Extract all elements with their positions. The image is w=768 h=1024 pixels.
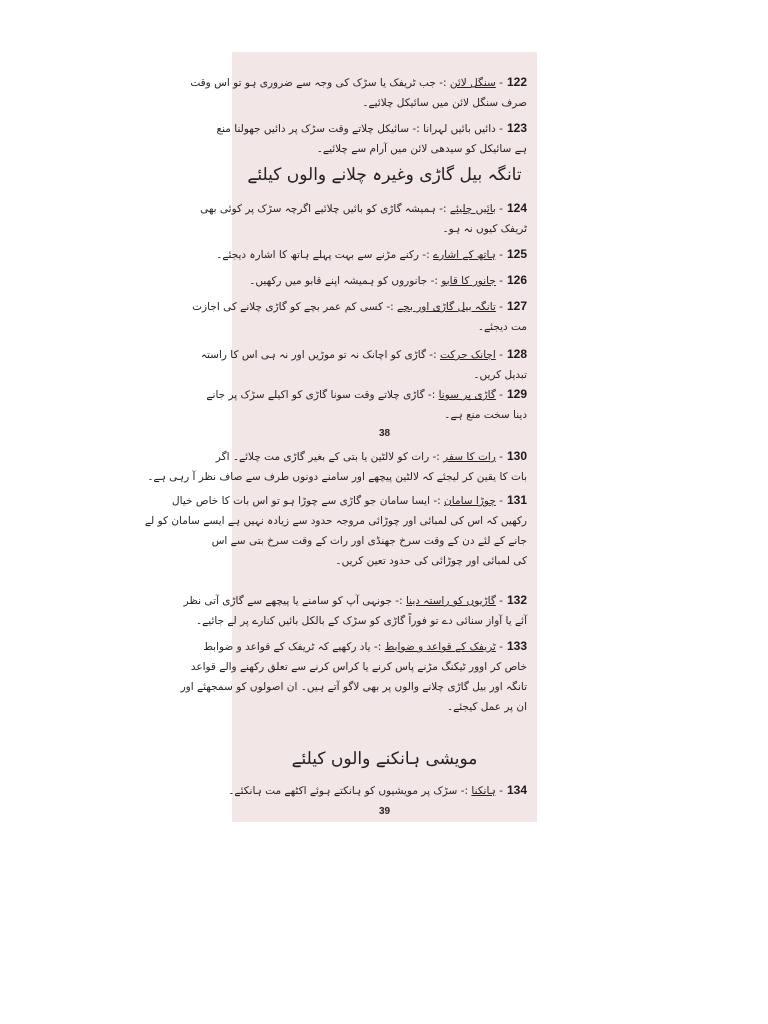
item-132: 132- گاڑیوں کو راستہ دینا :- جونہی آپ کو سامنے یا پیچھے سے گاڑی آتی نظر آئے یا آواز سنائی دے تو فوراً گاڑی کو سڑک کے بالکل بائیں کنارے پر لے جائیے۔: [242, 590, 527, 631]
item-124: 124- بائیں چلیئے :- ہمیشہ گاڑی کو بائیں چلائیے اگرچہ سڑک پر کوئی بھی ٹریفک کیوں نہ ہو۔: [242, 198, 527, 239]
scanned-page: [144, 52, 537, 822]
item-title: اچانک حرکت: [439, 349, 496, 361]
item-133: 133- ٹریفک کے قواعد و ضوابط :- یاد رکھیے کہ ٹریفک کے قواعد و ضوابط خاص کر اوور ٹیکنگ مڑنے پاس کرنے یا کراس کرنے سے تعلق رکھنے والے قواعد تانگہ اور بیل گاڑی چلانے والوں پر بھی لاگو آتے ہیں۔ ان اصولوں کو سمجھئے اور ان پر عمل کیجئے۔: [242, 636, 527, 717]
item-title: ہانکنا: [471, 785, 496, 797]
item-title: تانگہ بیل گاڑی اور بچے: [397, 301, 496, 313]
item-129: 129- گاڑی پر سونا :- گاڑی چلاتے وقت سونا گاڑی کو اکیلے سڑک پر جانے دینا سخت منع ہے۔: [242, 384, 527, 425]
item-134: 134- ہانکنا :- سڑک پر مویشیوں کو ہانکتے ہوئے اکٹھے مت ہانکئے۔: [228, 783, 527, 797]
item-131: 131- چوڑا سامان :- ایسا سامان جو گاڑی سے چوڑا ہو تو اس بات کا خاص خیال رکھیں کہ اس کی لمبائی اور چوڑائی مروجہ حدود سے زیادہ نہیں ہے ایسے سامان کو لے جانے کے لئے دن کے وقت سرخ جھنڈی اور رات کے وقت سرخ بتی سے اس کی لمبائی اور چوڑائی کی حدود تعین کریں۔: [242, 490, 527, 571]
item-number: 129: [506, 387, 527, 401]
item-123: 123- دائیں بائیں لہرانا :- سائیکل چلاتے وقت سڑک پر دائیں جھولنا منع ہے سائیکل کو سیدھی لائن میں آرام سے چلائیے۔: [242, 118, 527, 159]
page-number: 39: [378, 806, 391, 817]
item-title: رات کا سفر: [443, 451, 496, 463]
item-title: چوڑا سامان: [444, 495, 496, 507]
item-text: ہمیشہ گاڑی کو بائیں چلائیے اگرچہ سڑک پر کوئی بھی: [200, 203, 436, 215]
item-number: 133: [506, 639, 527, 653]
item-number: 122: [506, 75, 527, 89]
item-title: جانور کا قابو: [441, 275, 496, 287]
item-title: دائیں بائیں لہرانا: [423, 123, 496, 135]
item-text: گاڑی کو اچانک نہ تو موڑیں اور نہ ہی اس کا راستہ: [200, 349, 426, 361]
item-128: 128- اچانک حرکت :- گاڑی کو اچانک نہ تو موڑیں اور نہ ہی اس کا راستہ تبدیل کریں۔: [242, 344, 527, 385]
item-130: 130- رات کا سفر :- رات کو لالٹین یا بتی کے بغیر گاڑی مت چلائے۔ اگر بات کا یقین کر لیجئے کہ لالٹین پیچھے اور سامنے دونوں طرف سے صاف نظر آ رہی ہے۔: [242, 446, 527, 487]
item-text: ان پر عمل کیجئے۔: [446, 701, 527, 713]
item-125: 125- ہاتھ کے اشارے :- رکنے مڑنے سے بہت پہلے ہاتھ کا اشارہ دیجئے۔: [216, 247, 527, 261]
item-text: جونہی آپ کو سامنے یا پیچھے سے گاڑی آتی نظر: [183, 595, 392, 607]
item-text: مت دیجئے۔: [477, 321, 527, 333]
item-text: کسی کم عمر بچے کو گاڑی چلانے کی اجازت: [192, 301, 384, 313]
item-number: 132: [506, 593, 527, 607]
item-text: ایسا سامان جو گاڑی سے چوڑا ہو تو اس بات کا خاص خیال: [172, 495, 431, 507]
section-heading: تانگہ بیل گاڑی وغیرہ چلانے والوں کیلئے: [247, 165, 522, 185]
item-text: آئے یا آواز سنائی دے تو فوراً گاڑی کو سڑک کے بالکل بائیں کنارے پر لے جائیے۔: [195, 615, 527, 627]
item-number: 128: [506, 347, 527, 361]
item-text: رکنے مڑنے سے بہت پہلے ہاتھ کا اشارہ دیجئے۔: [216, 249, 419, 261]
item-title: بائیں چلیئے: [449, 203, 496, 215]
item-text: خاص کر اوور ٹیکنگ مڑنے پاس کرنے یا کراس کرنے سے تعلق رکھنے والے قواعد: [190, 661, 527, 673]
item-text: گاڑی چلاتے وقت سونا گاڑی کو اکیلے سڑک پر جانے: [206, 389, 425, 401]
item-text: کی لمبائی اور چوڑائی کی حدود تعین کریں۔: [335, 555, 527, 567]
item-text: بات کا یقین کر لیجئے کہ لالٹین پیچھے اور سامنے دونوں طرف سے صاف نظر آ رہی ہے۔: [147, 471, 527, 483]
item-126: 126- جانور کا قابو :- جانوروں کو ہمیشہ اپنے قابو میں رکھیں۔: [249, 273, 527, 287]
item-title: گاڑیوں کو راستہ دینا: [405, 595, 496, 607]
item-text: رکھیں کہ اس کی لمبائی اور چوڑائی مروجہ حدود سے زیادہ نہیں ہے ایسے سامان کو لے: [144, 515, 527, 527]
item-title: ہاتھ کے اشارے: [432, 249, 496, 261]
item-text: سڑک پر مویشیوں کو ہانکتے ہوئے اکٹھے مت ہانکئے۔: [228, 785, 458, 797]
item-title: سنگل لائن: [449, 77, 496, 89]
item-text: جانوروں کو ہمیشہ اپنے قابو میں رکھیں۔: [249, 275, 428, 287]
item-title: گاڑی پر سونا: [438, 389, 496, 401]
item-text: رات کو لالٹین یا بتی کے بغیر گاڑی مت چلائے۔ اگر: [215, 451, 430, 463]
item-text: یاد رکھیے کہ ٹریفک کے قواعد و ضوابط: [203, 641, 371, 653]
page-number: 38: [378, 428, 391, 439]
item-title: ٹریفک کے قواعد و ضوابط: [384, 641, 496, 653]
item-text: جانے کے لئے دن کے وقت سرخ جھنڈی اور رات کے وقت سرخ بتی سے اس: [211, 535, 527, 547]
item-number: 124: [506, 201, 527, 215]
item-text: تانگہ اور بیل گاڑی چلانے والوں پر بھی لاگو آتے ہیں۔ ان اصولوں کو سمجھئے اور: [180, 681, 527, 693]
item-number: 127: [506, 299, 527, 313]
item-number: 125: [506, 247, 527, 261]
item-text: ٹریفک کیوں نہ ہو۔: [442, 223, 527, 235]
item-text: صرف سنگل لائن میں سائیکل چلائیے۔: [362, 97, 527, 109]
item-127: 127- تانگہ بیل گاڑی اور بچے :- کسی کم عمر بچے کو گاڑی چلانے کی اجازت مت دیجئے۔: [242, 296, 527, 337]
item-number: 131: [506, 493, 527, 507]
item-text: سائیکل چلاتے وقت سڑک پر دائیں جھولنا منع: [216, 123, 410, 135]
item-122: 122- سنگل لائن :- جب ٹریفک یا سڑک کی وجہ سے ضروری ہو تو اس وقت صرف سنگل لائن میں سائیکل چلائیے۔: [242, 72, 527, 113]
item-number: 123: [506, 121, 527, 135]
item-number: 126: [506, 273, 527, 287]
section-heading: مویشی ہانکنے والوں کیلئے: [291, 749, 478, 769]
item-text: ہے سائیکل کو سیدھی لائن میں آرام سے چلائیے۔: [316, 143, 527, 155]
item-text: تبدیل کریں۔: [473, 369, 527, 381]
item-number: 134: [506, 783, 527, 797]
item-number: 130: [506, 449, 527, 463]
item-text: جب ٹریفک یا سڑک کی وجہ سے ضروری ہو تو اس وقت: [190, 77, 436, 89]
item-text: دینا سخت منع ہے۔: [444, 409, 527, 421]
